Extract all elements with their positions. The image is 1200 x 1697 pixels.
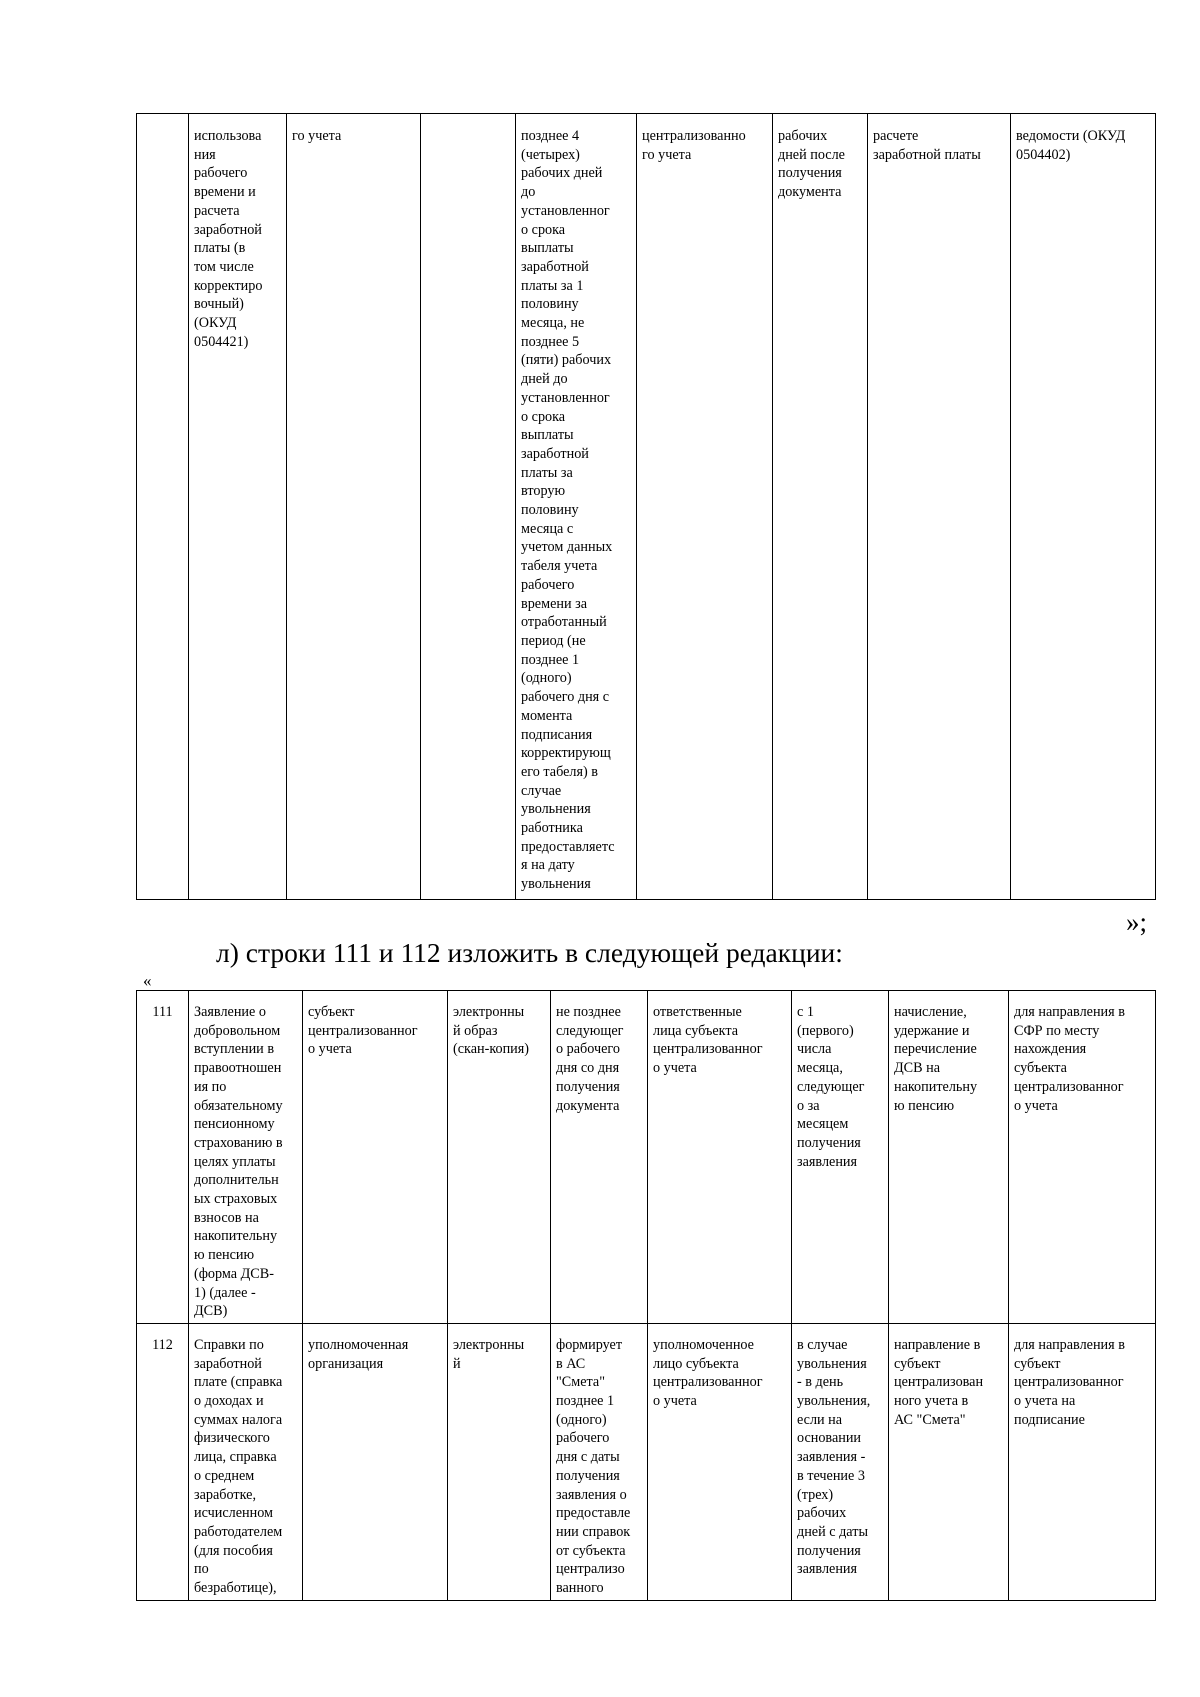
cell-document-name: использова ния рабочего времени и расчета заработной платы (в том числе корректиро вочный) (ОКУД 0504421) bbox=[189, 114, 287, 900]
cell-responsible: централизованно го учета bbox=[637, 114, 773, 900]
cell-deadline: формирует в АС "Смета" позднее 1 (одного) рабочего дня с даты получения заявления о предоставле нии справок от субъекта централизо ванного bbox=[551, 1323, 648, 1600]
continued-table bbox=[136, 113, 1156, 900]
cell-responsible: уполномоченное лицо субъекта централизованног о учета bbox=[648, 1323, 792, 1600]
cell-document-name: Справки по заработной плате (справка о доходах и суммах налога физического лица, справка о среднем заработке, исчисленном работодателем (для пособия по безработице), bbox=[189, 1323, 303, 1600]
cell-deadline: позднее 4 (четырех) рабочих дней до установленног о срока выплаты заработной платы за 1 половину месяца, не позднее 5 (пяти) рабочих дней до установленног о срока выплаты заработной платы за вторую половину месяца с учетом данных табеля учета рабочего времени за отработанный период (не позднее 1 (одного) рабочего дня с момента подписания корректирующ его табеля) в случае увольнения работника предоставляетс я на дату увольнения bbox=[516, 114, 637, 900]
amended-rows-table bbox=[136, 990, 1156, 1601]
cell-action: начисление, удержание и перечисление ДСВ на накопительну ю пенсию bbox=[889, 991, 1009, 1324]
cell-originator: субъект централизованног о учета bbox=[303, 991, 448, 1324]
cell-processing-term: в случае увольнения - в день увольнения, если на основании заявления - в течение 3 (трех) рабочих дней с даты получения заявления bbox=[792, 1323, 889, 1600]
table-row-111 bbox=[137, 991, 1156, 1324]
cell-document-form bbox=[421, 114, 516, 900]
cell-document-form: электронны й bbox=[448, 1323, 551, 1600]
cell-action: расчете заработной платы bbox=[868, 114, 1011, 900]
cell-responsible: ответственные лица субъекта централизованног о учета bbox=[648, 991, 792, 1324]
cell-originator: уполномоченная организация bbox=[303, 1323, 448, 1600]
cell-originator: го учета bbox=[287, 114, 421, 900]
cell-document-form: электронны й образ (скан-копия) bbox=[448, 991, 551, 1324]
cell-result: для направления в СФР по месту нахождения субъекта централизованног о учета bbox=[1009, 991, 1156, 1324]
cell-action: направление в субъект централизован ного учета в АС "Смета" bbox=[889, 1323, 1009, 1600]
closing-quote: »; bbox=[1126, 907, 1148, 937]
cell-number bbox=[137, 114, 189, 900]
cell-deadline: не позднее следующег о рабочего дня со дня получения документа bbox=[551, 991, 648, 1324]
table-row bbox=[137, 114, 1156, 900]
opening-quote: « bbox=[143, 971, 152, 990]
cell-processing-term: с 1 (первого) числа месяца, следующег о за месяцем получения заявления bbox=[792, 991, 889, 1324]
cell-processing-term: рабочих дней после получения документа bbox=[773, 114, 868, 900]
cell-result: ведомости (ОКУД 0504402) bbox=[1011, 114, 1156, 900]
section-heading: л) строки 111 и 112 изложить в следующей редакции: bbox=[216, 937, 843, 968]
cell-result: для направления в субъект централизованног о учета на подписание bbox=[1009, 1323, 1156, 1600]
cell-document-name: Заявление о добровольном вступлении в правоотношен ия по обязательному пенсионному страхованию в целях уплаты дополнительн ых страховых взносов на накопительну ю пенсию (форма ДСВ- 1) (далее - ДСВ) bbox=[189, 991, 303, 1324]
row-number: 111 bbox=[137, 991, 189, 1324]
table-row-112 bbox=[137, 1323, 1156, 1600]
row-number: 112 bbox=[137, 1323, 189, 1600]
